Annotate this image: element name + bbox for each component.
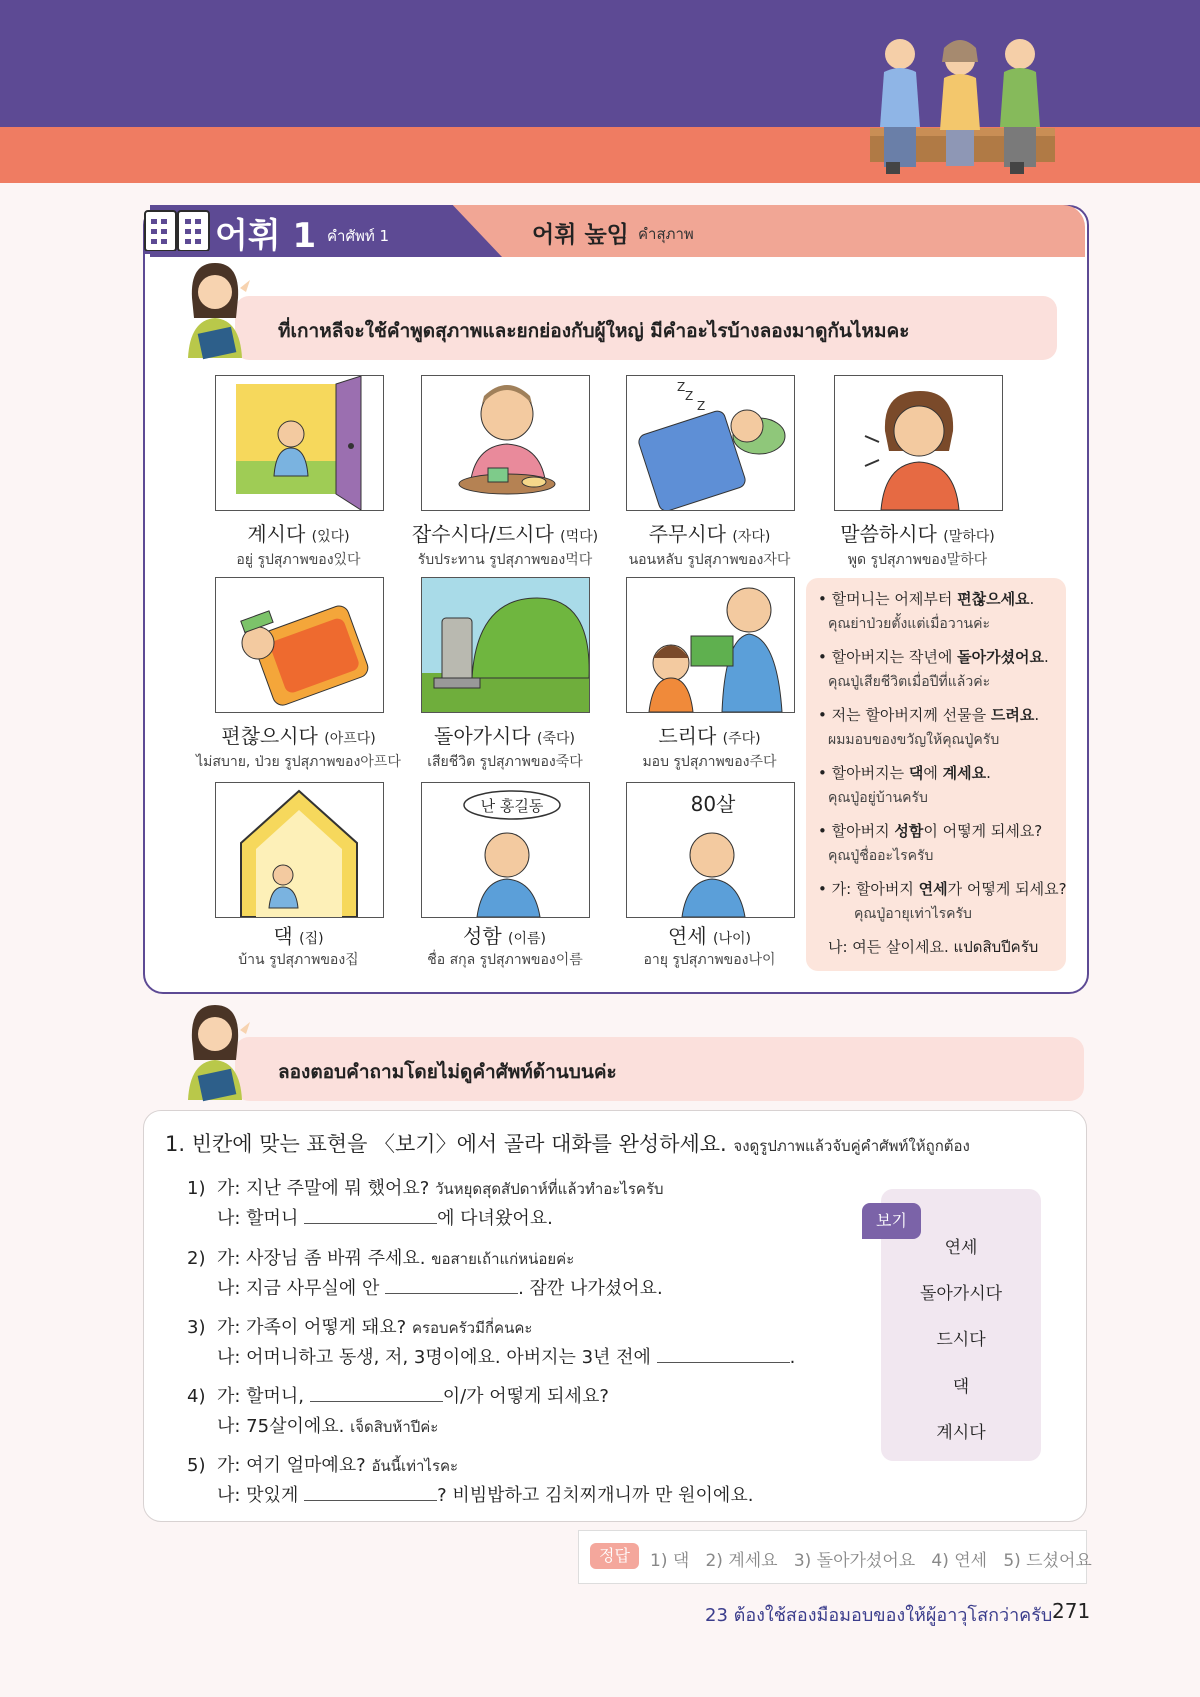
vocab-thai-5: เสียชีวิต รูปสุภาพของ죽다 [427,754,583,770]
exercise-item-1: 1) 가: 지난 주말에 뭐 했어요? วันหยุดสุดสัปดาห์ที่แล้วทำอะไรครับ [187,1178,664,1199]
card-doragasida [421,577,590,713]
card-malsseumhasida [834,375,1003,511]
vocab-word-4: 편찮으시다 (아프다) [221,724,376,748]
vocab-word-8: 성함 (이름) [463,924,546,948]
vocab-title: 어휘 1 [215,216,317,256]
answer-label: 정답 [590,1543,639,1569]
example-item: • 할머니는 어제부터 편찮으세요. คุณย่าป่วยตั้งแต่เมื่อวานค่ะ [818,590,1035,632]
exercise-item-2-answer: 나: 지금 사무실에 안 . 잠깐 나가셨어요. [217,1274,663,1300]
example-item: • 할아버지 성함이 어떻게 되세요? คุณปู่ชื่ออะไรครับ [818,822,1043,864]
blank-field[interactable] [304,1205,437,1224]
vocab-word-0: 계시다 (있다) [247,522,350,546]
speech-name-text: 난 홍길동 [480,797,544,815]
card-japsusida [421,375,590,511]
vocab-topic: 어휘 높임 [532,222,629,248]
card-gyesida [215,375,384,511]
example-item: • 할아버지는 댁에 계세요. คุณปู่อยู่บ้านครับ [818,764,991,806]
vocab-thai-2: นอนหลับ รูปสุภาพของ자다 [628,552,791,568]
card-daek [215,782,384,918]
vocab-word-3: 말씀하시다 (말하다) [840,522,995,546]
example-answer: 나: 여든 살이세요. แปดสิบปีครับ [828,938,1039,956]
practice-bubble-text: ลองตอบคำถามโดยไม่ดูคำศัพท์ด้านบนค่ะ [278,1061,617,1083]
card-jumusida [626,375,795,511]
exercise-title: 1. 빈칸에 맞는 표현을 〈보기〉에서 골라 대화를 완성하세요. จงดูรูปภาพแล้วจับคู่คำศัพท์ให้ถูกต้อง [165,1132,970,1156]
bogi-word: 드시다 [936,1330,986,1350]
page-number: 271 [1052,1599,1091,1623]
vocab-word-1: 잡수시다/드시다 (먹다) [411,522,599,546]
card-deurida [626,577,795,713]
blank-field[interactable] [304,1482,437,1501]
vocab-title-thai: คำศัพท์ 1 [327,227,390,245]
vocab-word-5: 돌아가시다 (죽다) [434,724,575,748]
exercise-item-3-answer: 나: 어머니하고 동생, 저, 3명이에요. 아버지는 3년 전에 . [217,1343,795,1369]
footer-lesson-title: 23 ต้องใช้สองมือมอบของให้ผู้อาวุโสกว่าครับ [705,1605,1053,1626]
blank-field[interactable] [310,1383,443,1402]
bogi-label: 보기 [862,1203,921,1239]
exercise-item-5-answer: 나: 맛있게 ? 비빔밥하고 김치찌개니까 만 원이에요. [217,1481,753,1507]
vocab-thai-6: มอบ รูปสุภาพของ주다 [642,754,777,770]
vocab-thai-8: ชื่อ สกุล รูปสุภาพของ이름 [427,952,583,968]
elderly-people-illustration [860,32,1060,184]
intro-bubble-text: ที่เกาหลีจะใช้คำพูดสุภาพและยกย่องกับผู้ใหญ่ มีคำอะไรบ้างลองมาดูกันไหมคะ [278,320,910,342]
bogi-word: 댁 [952,1377,970,1397]
exercise-item-3: 3) 가: 가족이 어떻게 돼요? ครอบครัวมีกี่คนคะ [187,1317,533,1338]
vocab-topic-thai: คำสุภาพ [638,225,694,243]
exercise-item-4: 4) 가: 할머니, 이/가 어떻게 되세요? [187,1382,609,1408]
svg-text:Z: Z [685,389,694,403]
card-seongham [421,782,590,918]
example-item: • 가: 할아버지 연세가 어떻게 되세요? คุณปู่อายุเท่าไรครับ [818,880,1067,922]
example-sentences-box [806,578,1066,971]
teacher-illustration [170,1000,260,1105]
book-icon [143,207,211,255]
exercise-item-1-answer: 나: 할머니 에 다녀왔어요. [217,1204,553,1230]
age-text: 80살 [690,792,736,816]
card-yeonse [626,782,795,918]
exercise-item-4-answer: 나: 75살이에요. เจ็ดสิบห้าปีค่ะ [217,1416,439,1437]
vocab-word-6: 드리다 (주다) [658,724,761,748]
vocab-thai-9: อายุ รูปสุภาพของ나이 [643,952,776,968]
vocab-word-9: 연세 (나이) [668,924,751,948]
vocab-word-7: 댁 (집) [273,924,324,948]
example-item: • 할아버지는 작년에 돌아가셨어요. คุณปู่เสียชีวิตเมื่อปีที่แล้วค่ะ [818,648,1049,690]
bogi-word: 계시다 [936,1423,986,1443]
bogi-word: 연세 [944,1238,978,1258]
example-item: • 저는 할아버지께 선물을 드려요. ผมมอบของขวัญให้คุณปู่ครับ [818,706,1040,748]
blank-field[interactable] [385,1275,518,1294]
answer-text: 1) 댁 2) 계세요 3) 돌아가셨어요 4) 연세 5) 드셨어요 [650,1551,1092,1571]
svg-text:Z: Z [677,380,686,394]
vocab-thai-3: พูด รูปสุภาพของ말하다 [847,552,988,568]
teacher-illustration [170,258,260,363]
blank-field[interactable] [657,1344,790,1363]
vocab-thai-4: ไม่สบาย, ป่วย รูปสุภาพของ아프다 [196,754,401,770]
vocab-thai-0: อยู่ รูปสุภาพของ있다 [236,552,361,568]
vocab-thai-1: รับประทาน รูปสุภาพของ먹다 [417,552,593,568]
exercise-item-2: 2) 가: 사장님 좀 바꿔 주세요. ขอสายเถ้าแก่หน่อยค่ะ [187,1248,575,1269]
vocab-thai-7: บ้าน รูปสุภาพของ집 [238,952,359,968]
bogi-word: 돌아가시다 [919,1284,1003,1304]
exercise-item-5: 5) 가: 여기 얼마예요? อันนี้เท่าไรคะ [187,1455,459,1476]
vocab-word-2: 주무시다 (자다) [648,522,771,546]
card-pyeonchaneusida [215,577,384,713]
svg-text:Z: Z [697,399,706,413]
